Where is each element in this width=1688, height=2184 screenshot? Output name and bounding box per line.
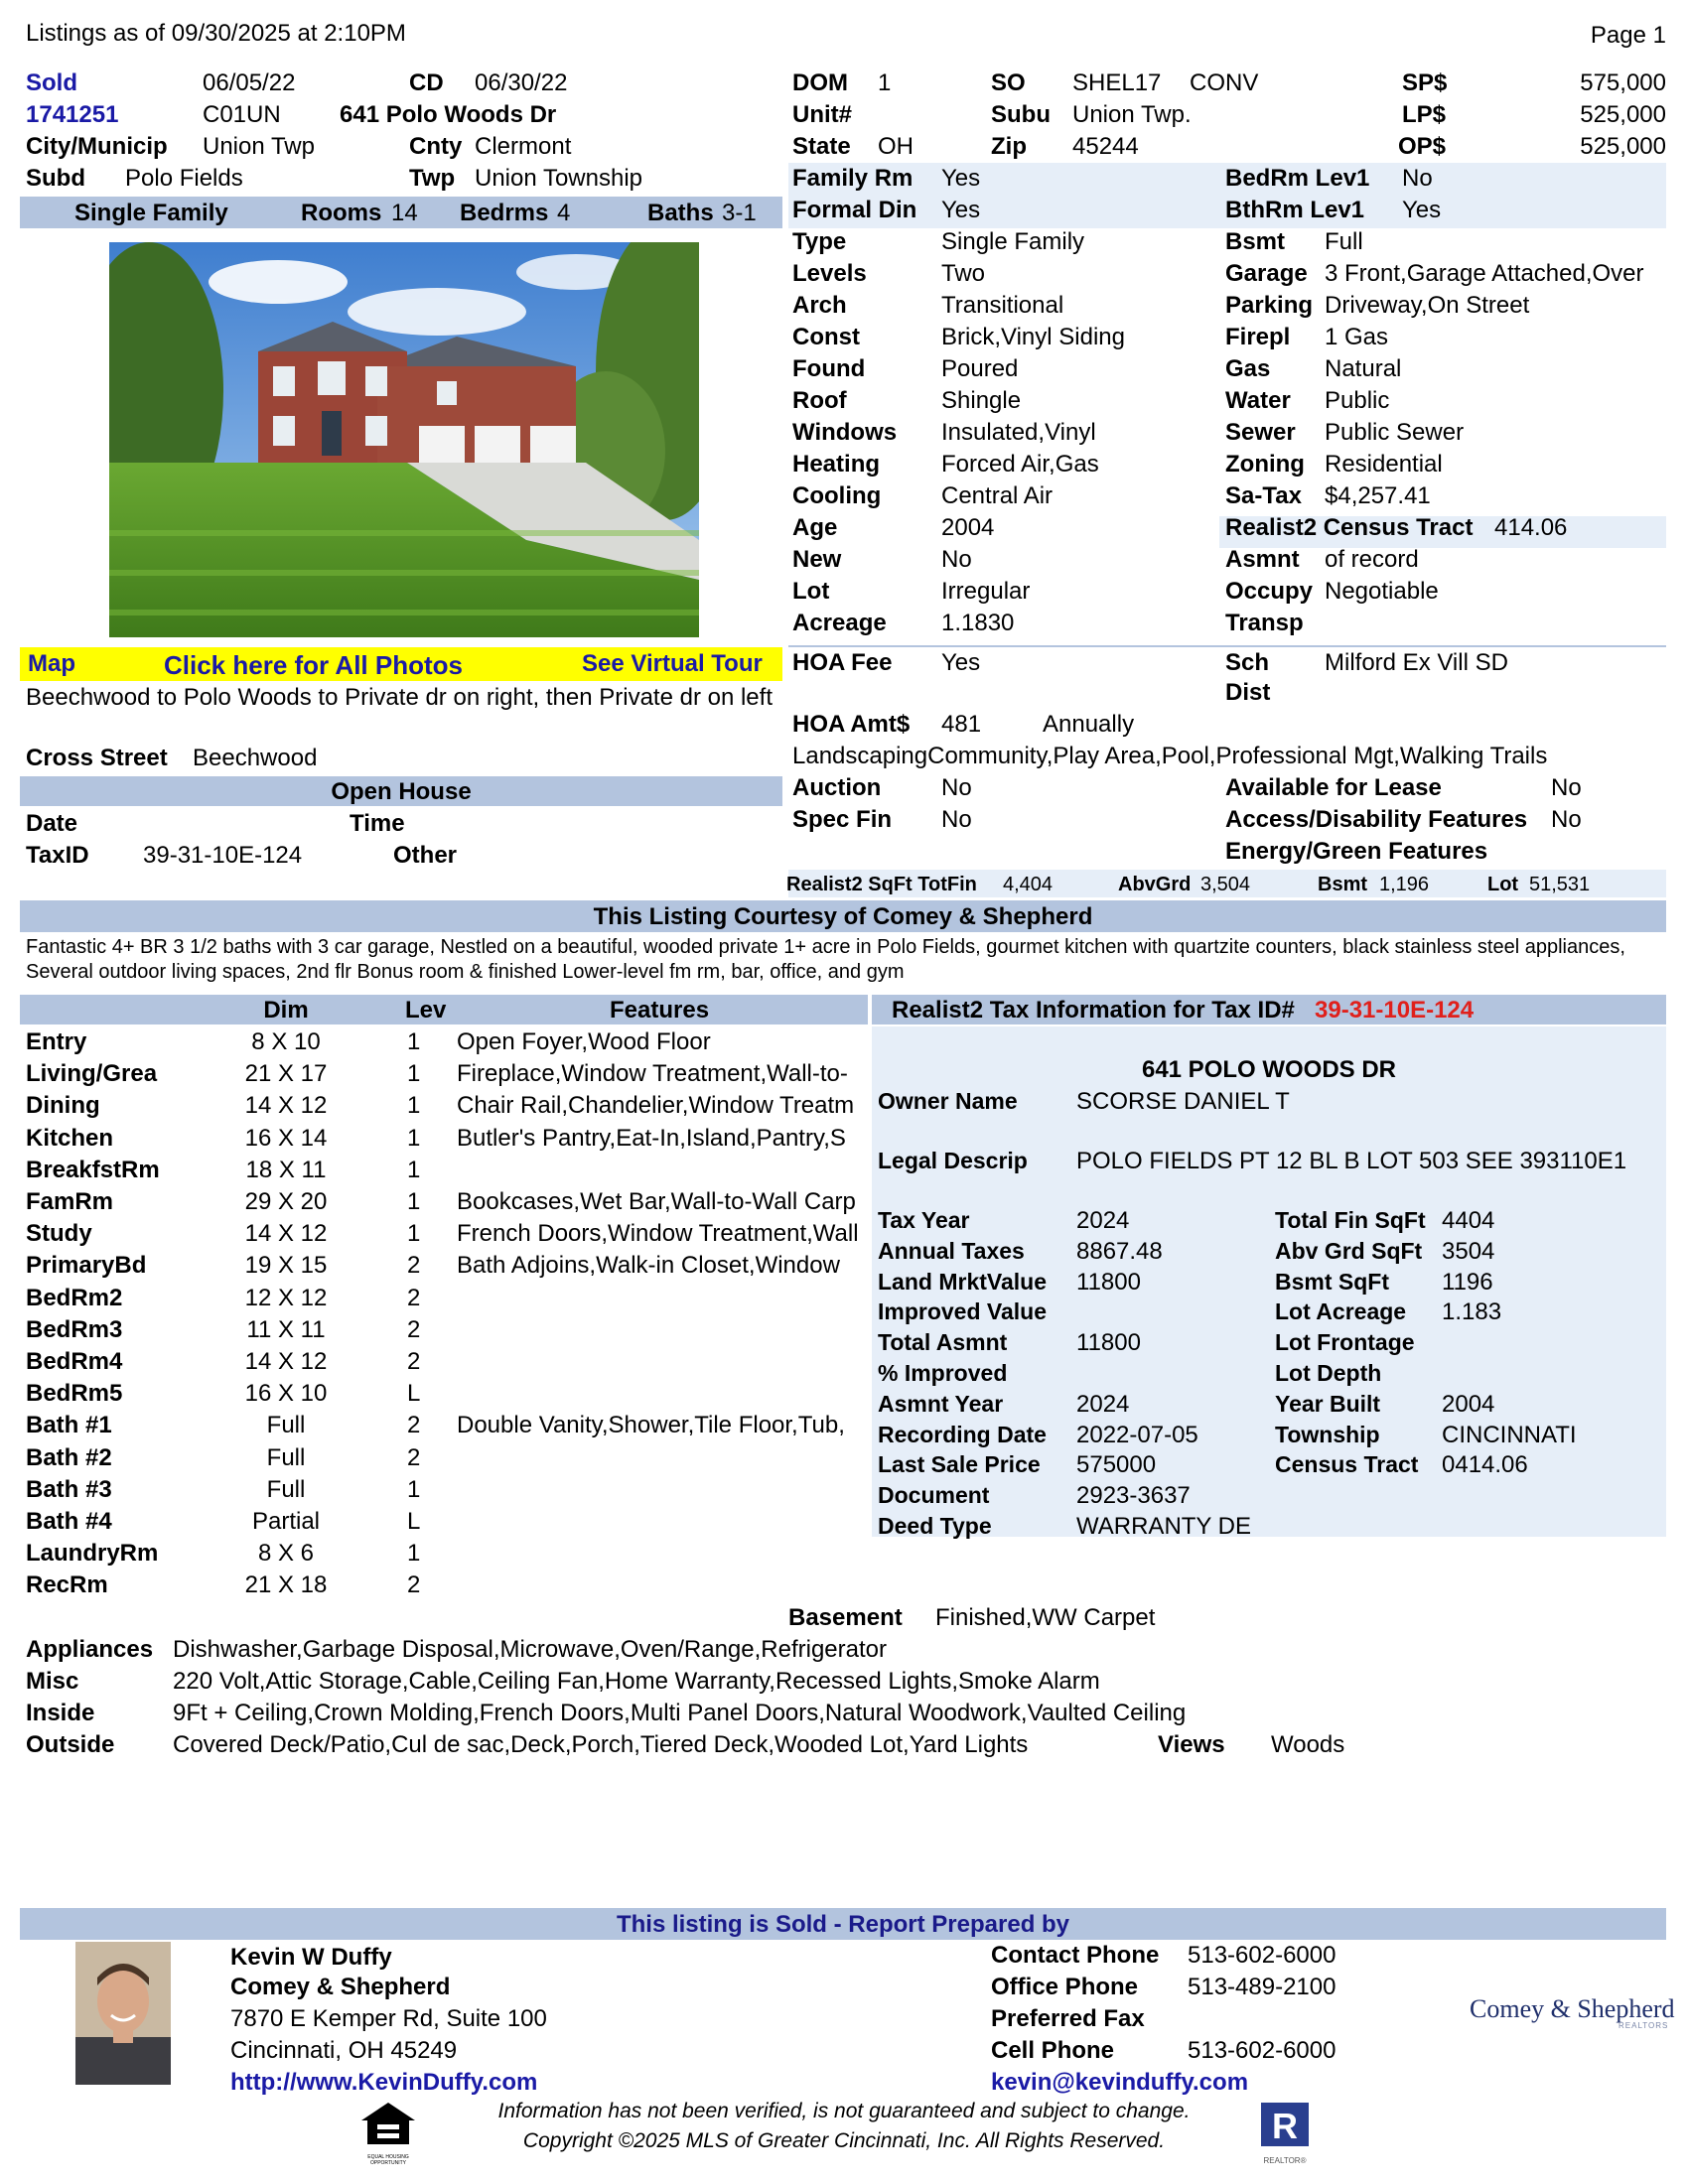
feature-label: Zoning bbox=[1225, 451, 1305, 478]
sqft-totfin: 4,404 bbox=[1003, 874, 1054, 895]
room-level: 1 bbox=[407, 1060, 421, 1087]
tax-field-value: 2024 bbox=[1076, 1207, 1130, 1234]
room-dim: 21 X 18 bbox=[244, 1571, 328, 1598]
feature-value: of record bbox=[1325, 546, 1419, 573]
hoa-fee: Yes bbox=[941, 649, 981, 676]
contact-phone: 513-602-6000 bbox=[1188, 1942, 1336, 1969]
feature-label: Garage bbox=[1225, 260, 1308, 287]
basement: Finished,WW Carpet bbox=[935, 1604, 1156, 1631]
room-features: Open Foyer,Wood Floor bbox=[457, 1028, 711, 1055]
open-house-title: Open House bbox=[331, 778, 472, 805]
feature-value: Public Sewer bbox=[1325, 419, 1465, 446]
address: 641 Polo Woods Dr bbox=[340, 101, 557, 128]
room-dim: 12 X 12 bbox=[244, 1285, 328, 1311]
room-name: Bath #2 bbox=[26, 1444, 112, 1471]
rooms-dim-header: Dim bbox=[263, 997, 309, 1024]
room-level: 2 bbox=[407, 1412, 421, 1438]
tax-address: 641 POLO WOODS DR bbox=[1141, 1056, 1397, 1083]
tax-field-label: Land MrktValue bbox=[878, 1269, 1047, 1295]
room-dim: 19 X 15 bbox=[244, 1252, 328, 1279]
tax-field-value: 1196 bbox=[1442, 1269, 1493, 1296]
comey-shepherd-logo-sub: REALTORS bbox=[1618, 2021, 1669, 2030]
twp: Union Township bbox=[475, 165, 642, 192]
room-name: Study bbox=[26, 1220, 92, 1247]
room-name: Bath #4 bbox=[26, 1508, 112, 1535]
room-dim: 16 X 10 bbox=[244, 1380, 328, 1407]
tax-field-value: 4404 bbox=[1442, 1207, 1495, 1234]
access: No bbox=[1551, 806, 1582, 833]
room-features: Chair Rail,Chandelier,Window Treatm bbox=[457, 1092, 855, 1119]
directions: Beechwood to Polo Woods to Private dr on right, then Private dr on left bbox=[26, 684, 773, 711]
tax-field-value: 8867.48 bbox=[1076, 1238, 1163, 1265]
school-label: Sch bbox=[1225, 649, 1270, 676]
tax-field-label: Township bbox=[1275, 1422, 1380, 1447]
room-name: LaundryRm bbox=[26, 1540, 159, 1567]
room-name: Bath #1 bbox=[26, 1412, 112, 1438]
room-dim: 8 X 10 bbox=[251, 1028, 321, 1055]
room-dim: Full bbox=[266, 1412, 306, 1438]
tax-field-value: WARRANTY DE bbox=[1076, 1513, 1252, 1540]
feature-value: Driveway,On Street bbox=[1325, 292, 1530, 319]
spec-fin: No bbox=[941, 806, 972, 833]
feature-label: Found bbox=[792, 355, 866, 382]
hoa-fee-label: HOA Fee bbox=[792, 649, 893, 676]
feature-value: $4,257.41 bbox=[1325, 482, 1431, 509]
tax-field-value: 3504 bbox=[1442, 1238, 1495, 1265]
taxid-label: TaxID bbox=[26, 842, 89, 869]
county: Clermont bbox=[475, 133, 572, 160]
all-photos-link[interactable]: Click here for All Photos bbox=[164, 650, 463, 680]
rooms-label: Rooms bbox=[301, 200, 382, 226]
room-level: 1 bbox=[407, 1092, 421, 1119]
room-level: 1 bbox=[407, 1125, 421, 1152]
room-name: FamRm bbox=[26, 1188, 114, 1215]
room-name: BedRm5 bbox=[26, 1380, 123, 1407]
room-level: 2 bbox=[407, 1285, 421, 1311]
tax-field-value: 2004 bbox=[1442, 1391, 1495, 1418]
twp-label: Twp bbox=[409, 165, 456, 192]
feature-value: No bbox=[941, 546, 972, 573]
disclaimer-line2: Copyright ©2025 MLS of Greater Cincinnati, Inc. All Rights Reserved. bbox=[522, 2129, 1166, 2152]
realtor-icon bbox=[1259, 2101, 1311, 2165]
room-name: Kitchen bbox=[26, 1125, 114, 1152]
feature-label: Heating bbox=[792, 451, 881, 478]
agent-name: Kevin W Duffy bbox=[230, 1944, 392, 1971]
tax-field-label: Tax Year bbox=[878, 1207, 970, 1233]
comey-shepherd-logo: Comey & Shepherd bbox=[1470, 1994, 1675, 2023]
feature-value: Insulated,Vinyl bbox=[941, 419, 1096, 446]
tax-field-value: 1.183 bbox=[1442, 1298, 1502, 1325]
other-label: Other bbox=[393, 842, 458, 869]
agent-photo-illustration bbox=[75, 1942, 171, 2085]
feature-value: Full bbox=[1325, 228, 1363, 255]
feature-label: Realist2 Census Tract bbox=[1225, 514, 1474, 541]
feature-label: Type bbox=[792, 228, 847, 255]
legal: POLO FIELDS PT 12 BL B LOT 503 SEE 393110E1 bbox=[1076, 1148, 1627, 1174]
agent-website-link[interactable]: http://www.KevinDuffy.com bbox=[230, 2069, 538, 2096]
tax-field-label: Deed Type bbox=[878, 1513, 992, 1539]
feature-label: Age bbox=[792, 514, 838, 541]
room-features: Double Vanity,Shower,Tile Floor,Tub, bbox=[457, 1412, 845, 1438]
sqft-abv: 3,504 bbox=[1200, 874, 1251, 895]
room-dim: 11 X 11 bbox=[246, 1316, 326, 1343]
sqft-lot: 51,531 bbox=[1529, 874, 1591, 895]
zip-label: Zip bbox=[991, 133, 1027, 160]
lease: No bbox=[1551, 774, 1582, 801]
room-name: Dining bbox=[26, 1092, 100, 1119]
room-name: BreakfstRm bbox=[26, 1157, 160, 1183]
room-dim: 14 X 12 bbox=[244, 1348, 328, 1375]
views-label: Views bbox=[1158, 1731, 1225, 1758]
tax-field-label: % Improved bbox=[878, 1360, 1008, 1386]
room-features: Bath Adjoins,Walk-in Closet,Window bbox=[457, 1252, 840, 1279]
feature-value: Single Family bbox=[941, 228, 1085, 255]
tax-field-label: Document bbox=[878, 1482, 990, 1508]
room-dim: 29 X 20 bbox=[244, 1188, 328, 1215]
tax-header-label: Realist2 Tax Information for Tax ID# bbox=[892, 997, 1295, 1024]
feature-value: 1.1830 bbox=[941, 610, 1015, 636]
city-label: City/Municip bbox=[26, 133, 168, 160]
room-level: 2 bbox=[407, 1571, 421, 1598]
feature-value: 2004 bbox=[941, 514, 995, 541]
feature-value: Natural bbox=[1325, 355, 1402, 382]
feature-value: Two bbox=[941, 260, 986, 287]
state: OH bbox=[878, 133, 914, 160]
room-dim: 18 X 11 bbox=[245, 1157, 327, 1183]
sold-price: 575,000 bbox=[1580, 69, 1666, 96]
cross-street-label: Cross Street bbox=[26, 745, 168, 771]
tax-field-value: 2024 bbox=[1076, 1391, 1130, 1418]
room-features: French Doors,Window Treatment,Wall bbox=[457, 1220, 859, 1247]
access-label: Access/Disability Features bbox=[1225, 806, 1528, 833]
feature-label: Acreage bbox=[792, 610, 887, 636]
agent-citystate: Cincinnati, OH 45249 bbox=[230, 2037, 458, 2064]
house-photo-illustration bbox=[109, 242, 699, 637]
room-name: BedRm4 bbox=[26, 1348, 123, 1375]
room-name: PrimaryBd bbox=[26, 1252, 147, 1279]
feature-value: No bbox=[1402, 165, 1433, 192]
list-price: 525,000 bbox=[1580, 101, 1666, 128]
feature-value: Yes bbox=[941, 197, 981, 223]
energy-label: Energy/Green Features bbox=[1225, 838, 1488, 865]
room-dim: 8 X 6 bbox=[257, 1540, 315, 1567]
feature-value: Yes bbox=[941, 165, 981, 192]
room-level: 1 bbox=[407, 1476, 421, 1503]
mls-number[interactable]: 1741251 bbox=[26, 101, 119, 128]
room-dim: 16 X 14 bbox=[244, 1125, 328, 1152]
feature-label: Lot bbox=[792, 578, 830, 605]
listings-timestamp: Listings as of 09/30/2025 at 2:10PM bbox=[26, 20, 406, 47]
property-type: Single Family bbox=[74, 200, 228, 226]
tax-field-value: CINCINNATI bbox=[1442, 1422, 1577, 1448]
dom: 1 bbox=[878, 69, 892, 96]
room-features: Bookcases,Wet Bar,Wall-to-Wall Carp bbox=[457, 1188, 856, 1215]
feature-label: Bsmt bbox=[1225, 228, 1286, 255]
preferred-fax-label: Preferred Fax bbox=[991, 2005, 1145, 2032]
original-price: 525,000 bbox=[1580, 133, 1666, 160]
tax-field-label: Asmnt Year bbox=[878, 1391, 1004, 1417]
room-level: 2 bbox=[407, 1252, 421, 1279]
inside: 9Ft + Ceiling,Crown Molding,French Doors,Multi Panel Doors,Natural Woodwork,Vaulted Ceiling bbox=[173, 1700, 1187, 1726]
sqft-bsmt-label: Bsmt bbox=[1318, 874, 1368, 895]
owner-label: Owner Name bbox=[878, 1088, 1018, 1114]
equal-housing-icon bbox=[357, 2101, 419, 2166]
page-number: Page 1 bbox=[1590, 22, 1666, 49]
feature-value: 1 Gas bbox=[1325, 324, 1389, 350]
open-house-date-label: Date bbox=[26, 810, 78, 837]
tax-field-value: 2022-07-05 bbox=[1076, 1422, 1198, 1448]
tax-field-value: 575000 bbox=[1076, 1451, 1157, 1478]
feature-value: Public bbox=[1325, 387, 1390, 414]
room-dim: Full bbox=[266, 1476, 306, 1503]
feature-value: Central Air bbox=[941, 482, 1054, 509]
feature-value: Transitional bbox=[941, 292, 1064, 319]
sqft-abv-label: AbvGrd bbox=[1118, 874, 1192, 895]
room-name: Entry bbox=[26, 1028, 87, 1055]
svg-text:R: R bbox=[1272, 2106, 1298, 2146]
hoa-amt: 481 bbox=[941, 711, 982, 738]
cd-label: CD bbox=[409, 69, 444, 96]
so: SHEL17 bbox=[1072, 69, 1162, 96]
tax-field-value: 2923-3637 bbox=[1076, 1482, 1191, 1509]
hoa-divider bbox=[788, 645, 1666, 647]
room-features: Butler's Pantry,Eat-In,Island,Pantry,S bbox=[457, 1125, 846, 1152]
feature-value: Irregular bbox=[941, 578, 1031, 605]
tax-field-label: Year Built bbox=[1275, 1391, 1381, 1417]
subd: Polo Fields bbox=[125, 165, 243, 192]
room-dim: 21 X 17 bbox=[244, 1060, 328, 1087]
spec-fin-label: Spec Fin bbox=[792, 806, 893, 833]
tax-field-label: Census Tract bbox=[1275, 1451, 1419, 1477]
tax-field-label: Lot Frontage bbox=[1275, 1329, 1415, 1355]
feature-label: BedRm Lev1 bbox=[1225, 165, 1370, 192]
feature-value: Shingle bbox=[941, 387, 1022, 414]
tax-field-label: Annual Taxes bbox=[878, 1238, 1025, 1264]
room-features: Fireplace,Window Treatment,Wall-to- bbox=[457, 1060, 848, 1087]
feature-label: Parking bbox=[1225, 292, 1314, 319]
room-name: Bath #3 bbox=[26, 1476, 112, 1503]
room-dim: 14 X 12 bbox=[244, 1220, 328, 1247]
feature-label: Cooling bbox=[792, 482, 882, 509]
room-name: Living/Grea bbox=[26, 1060, 158, 1087]
sqft-bsmt: 1,196 bbox=[1379, 874, 1430, 895]
appliances-label: Appliances bbox=[26, 1636, 154, 1663]
taxid: 39-31-10E-124 bbox=[143, 842, 303, 869]
feature-label: Levels bbox=[792, 260, 867, 287]
feature-label: Roof bbox=[792, 387, 847, 414]
hoa-frequency: Annually bbox=[1043, 711, 1135, 738]
cross-street: Beechwood bbox=[193, 745, 318, 771]
office-code: C01UN bbox=[203, 101, 281, 128]
feature-value: Yes bbox=[1402, 197, 1442, 223]
contact-phone-label: Contact Phone bbox=[991, 1942, 1160, 1969]
feature-label: New bbox=[792, 546, 842, 573]
tax-field-label: Bsmt SqFt bbox=[1275, 1269, 1389, 1295]
tax-field-value: 11800 bbox=[1076, 1329, 1141, 1356]
feature-label: Formal Din bbox=[792, 197, 917, 223]
room-name: BedRm3 bbox=[26, 1316, 123, 1343]
map-link[interactable]: Map bbox=[28, 650, 75, 677]
school-district: Milford Ex Vill SD bbox=[1325, 649, 1508, 676]
room-name: RecRm bbox=[26, 1571, 108, 1598]
lease-label: Available for Lease bbox=[1225, 774, 1442, 801]
baths-label: Baths bbox=[647, 200, 714, 226]
views: Woods bbox=[1271, 1731, 1345, 1758]
basement-label: Basement bbox=[788, 1604, 903, 1631]
county-label: Cnty bbox=[409, 133, 463, 160]
tax-field-value: 0414.06 bbox=[1442, 1451, 1528, 1478]
status-date: 06/05/22 bbox=[203, 69, 296, 96]
feature-label: Water bbox=[1225, 387, 1291, 414]
hoa-amenities: LandscapingCommunity,Play Area,Pool,Professional Mgt,Walking Trails bbox=[792, 743, 1548, 769]
zip: 45244 bbox=[1072, 133, 1139, 160]
cell-phone: 513-602-6000 bbox=[1188, 2037, 1336, 2064]
subd-label: Subd bbox=[26, 165, 85, 192]
feature-label: Windows bbox=[792, 419, 898, 446]
feature-label: BthRm Lev1 bbox=[1225, 197, 1365, 223]
sqft-lot-label: Lot bbox=[1487, 874, 1519, 895]
report-banner-text: This listing is Sold - Report Prepared by bbox=[616, 1911, 1070, 1938]
bedrms-count: 4 bbox=[557, 200, 571, 226]
feature-label: Const bbox=[792, 324, 860, 350]
office-phone-label: Office Phone bbox=[991, 1974, 1139, 2000]
appliances: Dishwasher,Garbage Disposal,Microwave,Oven/Range,Refrigerator bbox=[173, 1636, 887, 1663]
subu: Union Twp. bbox=[1072, 101, 1192, 128]
property-photo[interactable] bbox=[109, 242, 699, 637]
rooms-lev-header: Lev bbox=[405, 997, 447, 1024]
feature-label: Occupy bbox=[1225, 578, 1314, 605]
dom-label: DOM bbox=[792, 69, 848, 96]
feature-value: 414.06 bbox=[1494, 514, 1568, 541]
room-level: L bbox=[407, 1380, 421, 1407]
feature-label: Sewer bbox=[1225, 419, 1296, 446]
legal-label: Legal Descrip bbox=[878, 1148, 1028, 1173]
cell-phone-label: Cell Phone bbox=[991, 2037, 1115, 2064]
feature-value: Brick,Vinyl Siding bbox=[941, 324, 1125, 350]
room-dim: 14 X 12 bbox=[244, 1092, 328, 1119]
feature-label: Gas bbox=[1225, 355, 1271, 382]
office-phone: 513-489-2100 bbox=[1188, 1974, 1336, 2000]
baths-count: 3-1 bbox=[722, 200, 757, 226]
room-level: 2 bbox=[407, 1444, 421, 1471]
op-label: OP$ bbox=[1398, 133, 1447, 160]
room-dim: Full bbox=[266, 1444, 306, 1471]
tax-field-label: Total Asmnt bbox=[878, 1329, 1008, 1355]
virtual-tour-link[interactable]: See Virtual Tour bbox=[582, 650, 763, 677]
tax-field-label: Abv Grd SqFt bbox=[1275, 1238, 1423, 1264]
tax-field-value: 11800 bbox=[1076, 1269, 1141, 1296]
agent-company: Comey & Shepherd bbox=[230, 1974, 451, 2000]
rooms-features-header: Features bbox=[610, 997, 710, 1024]
cd-date: 06/30/22 bbox=[475, 69, 568, 96]
feature-value: Poured bbox=[941, 355, 1019, 382]
unit-label: Unit# bbox=[792, 101, 852, 128]
owner: SCORSE DANIEL T bbox=[1076, 1088, 1290, 1115]
tax-header-id: 39-31-10E-124 bbox=[1315, 997, 1475, 1024]
room-level: 2 bbox=[407, 1316, 421, 1343]
subu-label: Subu bbox=[991, 101, 1051, 128]
tax-field-label: Recording Date bbox=[878, 1422, 1047, 1447]
feature-label: Transp bbox=[1225, 610, 1304, 636]
sqft-totfin-label: Realist2 SqFt TotFin bbox=[786, 874, 977, 895]
agent-photo bbox=[75, 1942, 171, 2085]
feature-label: Family Rm bbox=[792, 165, 914, 192]
agent-email-link[interactable]: kevin@kevinduffy.com bbox=[991, 2069, 1249, 2096]
room-dim: Partial bbox=[251, 1508, 321, 1535]
courtesy: This Listing Courtesy of Comey & Shepherd bbox=[593, 903, 1093, 930]
auction-label: Auction bbox=[792, 774, 882, 801]
rooms-count: 14 bbox=[391, 200, 418, 226]
room-name: BedRm2 bbox=[26, 1285, 123, 1311]
room-level: 1 bbox=[407, 1188, 421, 1215]
room-level: 1 bbox=[407, 1157, 421, 1183]
room-level: 2 bbox=[407, 1348, 421, 1375]
tax-field-label: Total Fin SqFt bbox=[1275, 1207, 1426, 1233]
tax-field-label: Lot Acreage bbox=[1275, 1298, 1407, 1324]
feature-value: Residential bbox=[1325, 451, 1443, 478]
feature-value: Forced Air,Gas bbox=[941, 451, 1099, 478]
school-dist-label: Dist bbox=[1225, 679, 1271, 706]
sp-label: SP$ bbox=[1402, 69, 1448, 96]
remarks: Fantastic 4+ BR 3 1/2 baths with 3 car garage, Nestled on a beautiful, wooded private 1+ acre in Polo Fields, gourmet kitchen with quartzite counters, black stainless steel appliances, Several outdoor living spaces, 2nd flr Bonus room & finished Lower-level fm rm, bar, office, and gym bbox=[26, 936, 1625, 983]
feature-value: Negotiable bbox=[1325, 578, 1439, 605]
feature-value: 3 Front,Garage Attached,Over bbox=[1325, 260, 1644, 287]
tax-field-label: Lot Depth bbox=[1275, 1360, 1382, 1386]
auction: No bbox=[941, 774, 972, 801]
so-label: SO bbox=[991, 69, 1026, 96]
status: Sold bbox=[26, 69, 77, 96]
state-label: State bbox=[792, 133, 851, 160]
tax-field-label: Last Sale Price bbox=[878, 1451, 1041, 1477]
feature-label: Firepl bbox=[1225, 324, 1291, 350]
bedrms-label: Bedrms bbox=[460, 200, 549, 226]
room-level: 1 bbox=[407, 1540, 421, 1567]
lp-label: LP$ bbox=[1402, 101, 1447, 128]
open-house-time-label: Time bbox=[350, 810, 405, 837]
room-level: 1 bbox=[407, 1220, 421, 1247]
inside-label: Inside bbox=[26, 1700, 95, 1726]
outside: Covered Deck/Patio,Cul de sac,Deck,Porch,Tiered Deck,Wooded Lot,Yard Lights bbox=[173, 1731, 1029, 1758]
feature-label: Sa-Tax bbox=[1225, 482, 1302, 509]
feature-label: Asmnt bbox=[1225, 546, 1300, 573]
disclaimer-line1: Information has not been verified, is not guaranteed and subject to change. bbox=[497, 2100, 1191, 2122]
agent-street: 7870 E Kemper Rd, Suite 100 bbox=[230, 2005, 547, 2032]
hoa-amt-label: HOA Amt$ bbox=[792, 711, 911, 738]
room-level: 1 bbox=[407, 1028, 421, 1055]
misc-label: Misc bbox=[26, 1668, 79, 1695]
room-level: L bbox=[407, 1508, 421, 1535]
realtor-text: REALTOR® bbox=[1263, 2155, 1307, 2165]
city: Union Twp bbox=[203, 133, 315, 160]
so-type: CONV bbox=[1190, 69, 1259, 96]
tax-field-label: Improved Value bbox=[878, 1298, 1048, 1324]
misc: 220 Volt,Attic Storage,Cable,Ceiling Fan,Home Warranty,Recessed Lights,Smoke Alarm bbox=[173, 1668, 1100, 1695]
feature-label: Arch bbox=[792, 292, 847, 319]
outside-label: Outside bbox=[26, 1731, 115, 1758]
equal-housing-text: EQUAL HOUSING OPPORTUNITY bbox=[367, 2153, 409, 2166]
